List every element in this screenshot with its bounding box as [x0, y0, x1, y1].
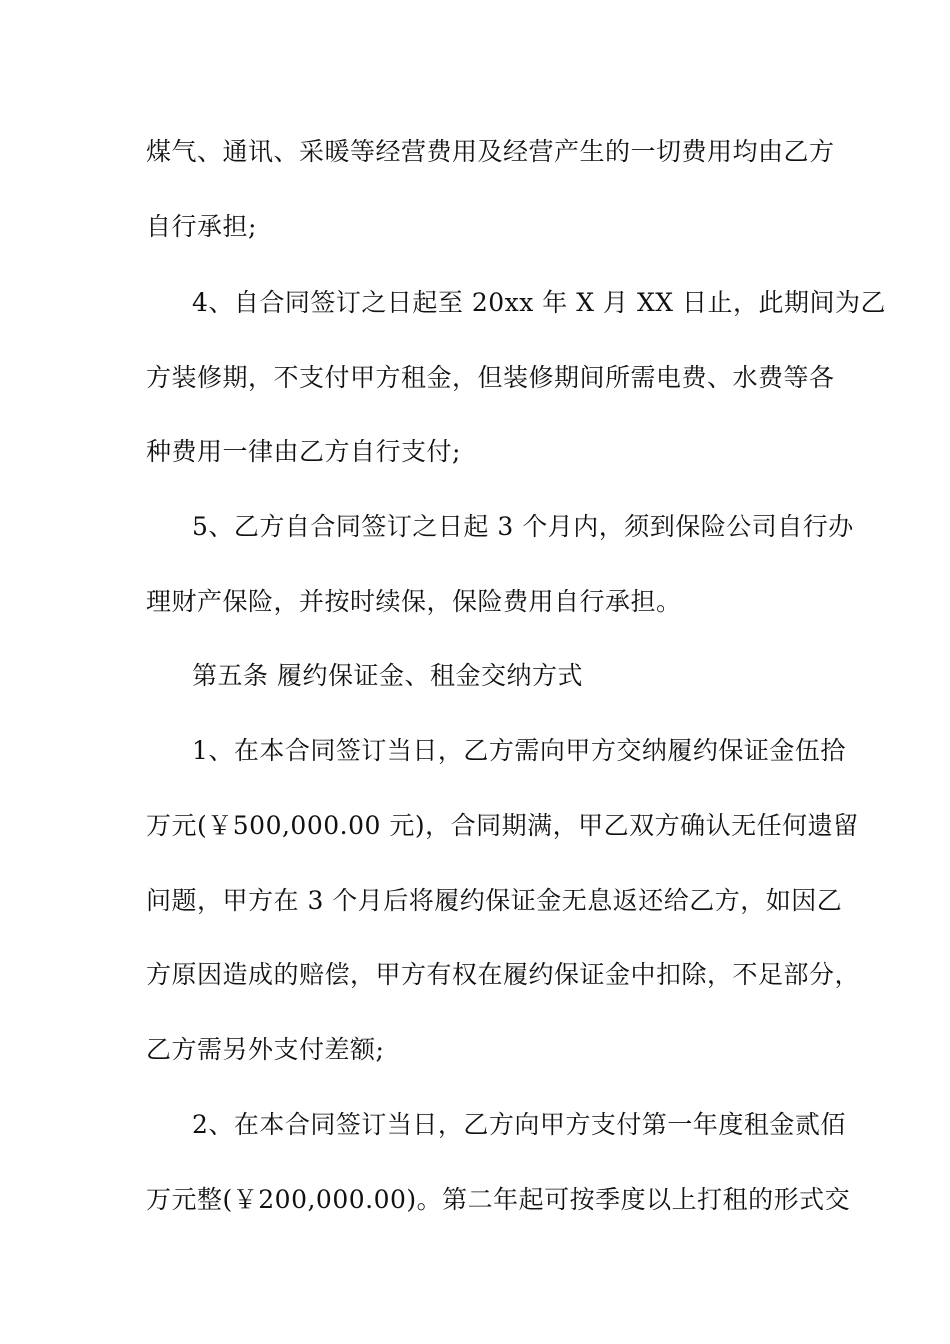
paragraph-line: 4、自合同签订之日起至 20xx 年 X 月 XX 日止，此期间为乙 [192, 288, 886, 317]
paragraph-line: 1、在本合同签订当日，乙方需向甲方交纳履约保证金伍拾 [192, 736, 846, 765]
paragraph-line: 5、乙方自合同签订之日起 3 个月内，须到保险公司自行办 [192, 512, 854, 541]
paragraph-line: 万元整(￥200,000.00)。第二年起可按季度以上打租的形式交 [146, 1185, 851, 1214]
paragraph-line: 方原因造成的赔偿，甲方有权在履约保证金中扣除，不足部分， [146, 960, 861, 989]
paragraph-line: 问题，甲方在 3 个月后将履约保证金无息返还给乙方，如因乙 [146, 886, 843, 915]
paragraph-line: 方装修期，不支付甲方租金，但装修期间所需电费、水费等各 [146, 363, 835, 392]
paragraph-line: 种费用一律由乙方自行支付; [146, 437, 461, 466]
paragraph-line: 煤气、通讯、采暖等经营费用及经营产生的一切费用均由乙方 [146, 137, 835, 166]
paragraph-line: 万元(￥500,000.00 元)，合同期满，甲乙双方确认无任何遗留 [146, 811, 859, 840]
paragraph-line: 自行承担; [146, 212, 257, 241]
paragraph-line: 乙方需另外支付差额; [146, 1035, 385, 1064]
paragraph-line: 2、在本合同签订当日，乙方向甲方支付第一年度租金贰佰 [192, 1110, 846, 1139]
section-heading: 第五条 履约保证金、租金交纳方式 [192, 661, 583, 690]
paragraph-line: 理财产保险，并按时续保，保险费用自行承担。 [146, 587, 682, 616]
